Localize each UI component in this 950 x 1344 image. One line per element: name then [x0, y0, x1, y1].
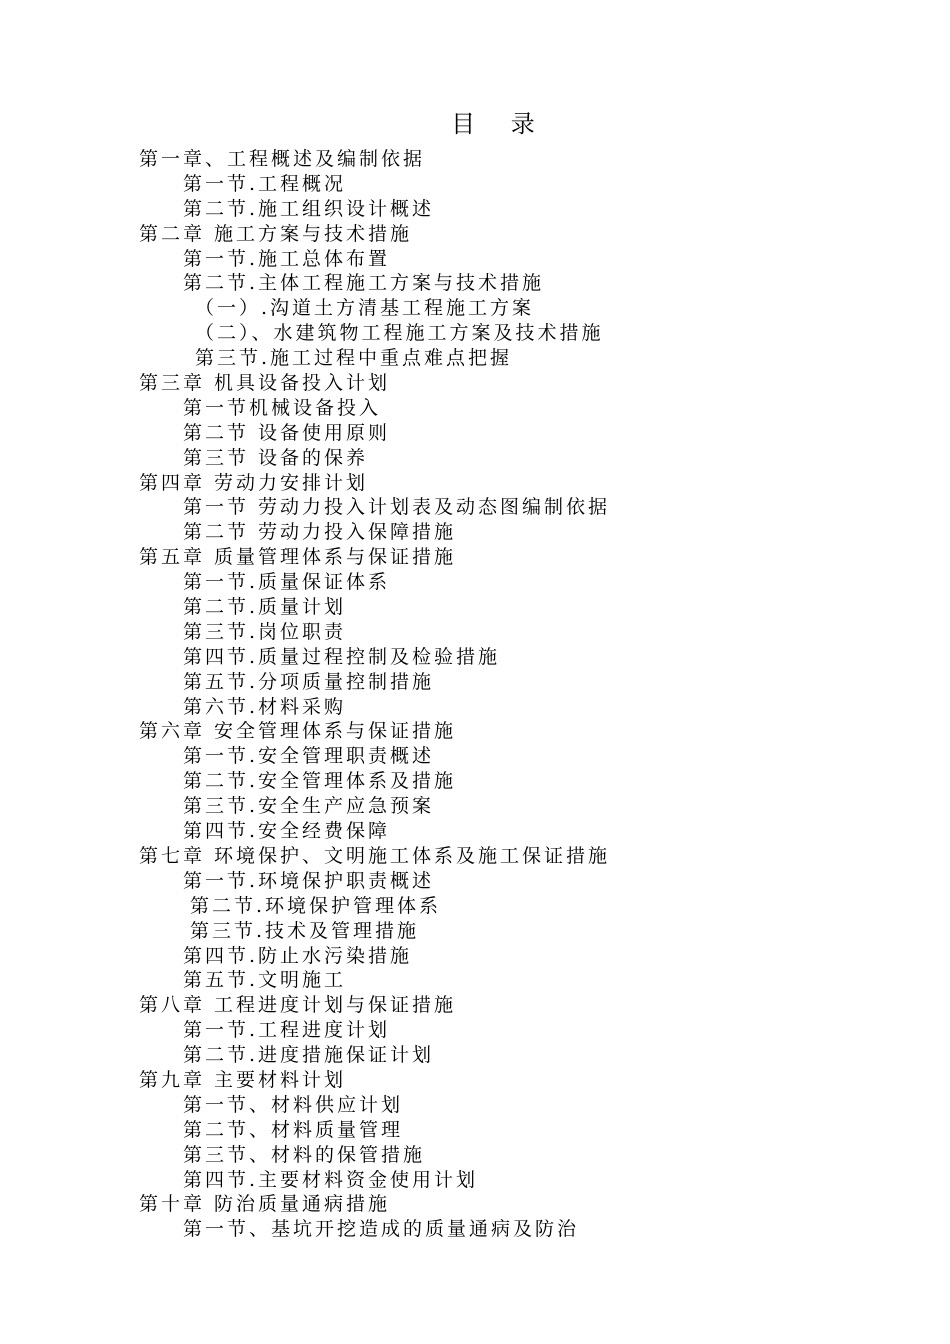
toc-section: 第五节.分项质量控制措施 — [183, 670, 435, 693]
toc-chapter-7: 第七章 环境保护、文明施工体系及施工保证措施 — [139, 844, 611, 867]
toc-section: 第一节 劳动力投入计划表及动态图编制依据 — [183, 496, 611, 519]
toc-section: 第六节.材料采购 — [183, 695, 347, 718]
toc-section: 第二节.施工组织设计概述 — [183, 197, 435, 220]
toc-section: 第二节.质量计划 — [183, 596, 347, 619]
toc-section: 第三节、材料的保管措施 — [183, 1143, 426, 1166]
toc-chapter-2: 第二章 施工方案与技术措施 — [139, 222, 413, 245]
toc-chapter-1: 第一章、工程概述及编制依据 — [139, 148, 426, 170]
toc-section: 第二节.环境保护管理体系 — [190, 894, 442, 917]
toc-section: 第一节.质量保证体系 — [183, 571, 391, 594]
toc-section: 第四节.质量过程控制及检验措施 — [183, 645, 501, 668]
toc-section: 第三节.技术及管理措施 — [190, 919, 420, 942]
toc-chapter-3: 第三章 机具设备投入计划 — [139, 372, 391, 395]
toc-section: 第一节.施工总体布置 — [183, 247, 391, 270]
toc-section: 第二节 设备使用原则 — [183, 421, 391, 444]
toc-section: 第三节 设备的保养 — [183, 446, 369, 469]
toc-chapter-4: 第四章 劳动力安排计划 — [139, 471, 369, 494]
toc-section: 第一节.工程概况 — [183, 172, 347, 195]
toc-section: 第四节.防止水污染措施 — [183, 944, 413, 967]
toc-section: 第四节.安全经费保障 — [183, 820, 391, 843]
page-title: 目 录 — [451, 110, 549, 138]
table-of-contents — [0, 147, 950, 1242]
toc-section: 第一节.安全管理职责概述 — [183, 745, 435, 768]
toc-subsection: （一）.沟道土方清基工程施工方案 — [195, 297, 535, 320]
toc-section: 第一节、基坑开挖造成的质量通病及防治 — [183, 1218, 580, 1241]
toc-chapter-6: 第六章 安全管理体系与保证措施 — [139, 720, 457, 743]
toc-section: 第二节 劳动力投入保障措施 — [183, 521, 457, 544]
toc-section: 第二节.主体工程施工方案与技术措施 — [183, 272, 545, 295]
toc-chapter-8: 第八章 工程进度计划与保证措施 — [139, 994, 457, 1017]
toc-section: 第三节.岗位职责 — [183, 620, 347, 643]
toc-chapter-10: 第十章 防治质量通病措施 — [139, 1193, 391, 1216]
toc-section: 第一节.工程进度计划 — [183, 1019, 391, 1042]
toc-section: 第二节、材料质量管理 — [183, 1118, 404, 1141]
toc-section: 第四节.主要材料资金使用计划 — [183, 1168, 479, 1191]
toc-section: 第二节.安全管理体系及措施 — [183, 770, 457, 793]
toc-section: 第一节机械设备投入 — [183, 396, 382, 419]
toc-subsection: （二）、水建筑物工程施工方案及技术措施 — [195, 322, 604, 345]
toc-section: 第三节.施工过程中重点难点把握 — [195, 347, 513, 370]
toc-section: 第五节.文明施工 — [183, 969, 347, 992]
toc-chapter-5: 第五章 质量管理体系与保证措施 — [139, 546, 457, 569]
toc-section: 第三节.安全生产应急预案 — [183, 795, 435, 818]
toc-section: 第一节、材料供应计划 — [183, 1093, 404, 1116]
toc-chapter-9: 第九章 主要材料计划 — [139, 1068, 347, 1091]
toc-section: 第一节.环境保护职责概述 — [183, 869, 435, 892]
toc-section: 第二节.进度措施保证计划 — [183, 1044, 435, 1067]
